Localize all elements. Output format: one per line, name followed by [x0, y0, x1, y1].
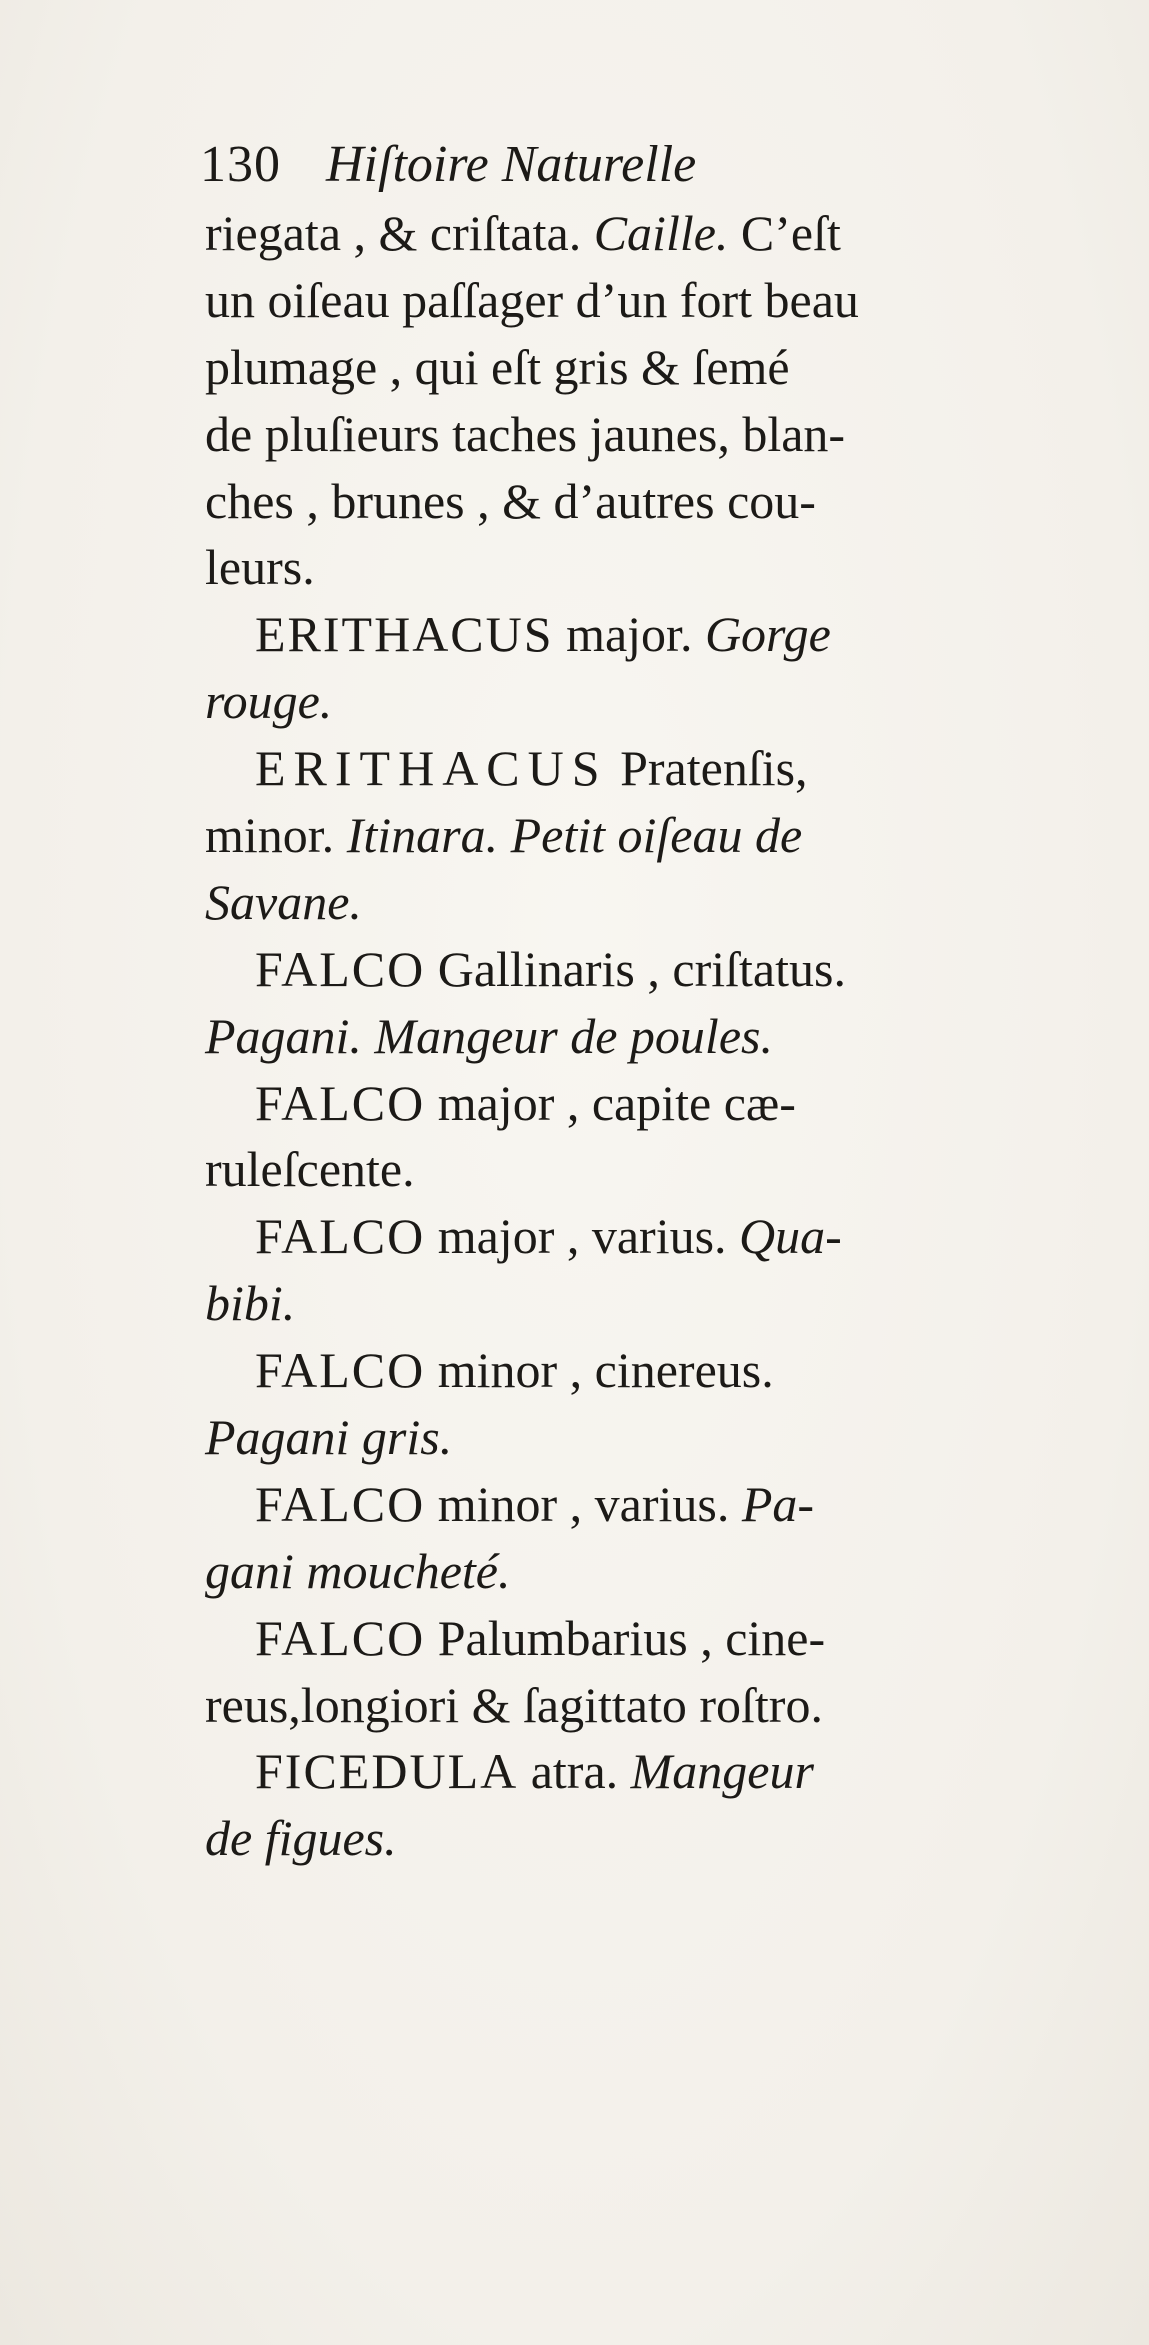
running-title: Hiſtoire Naturelle [326, 136, 697, 193]
text-run: plumage , qui eſt gris & ſemé [205, 338, 790, 395]
text-run: FALCO [255, 1475, 426, 1532]
body-text [205, 200, 1145, 1872]
italic-text-run: Caille. [593, 205, 729, 261]
running-header [200, 135, 696, 194]
text-line [205, 802, 1145, 869]
page-number: 130 [200, 136, 281, 193]
text-line [205, 534, 1145, 601]
text-line [205, 401, 1145, 468]
text-line [205, 1404, 1145, 1471]
text-line [205, 1471, 1145, 1538]
text-run: FALCO [255, 1609, 426, 1666]
text-run: FALCO [255, 1342, 426, 1399]
text-line [205, 1203, 1145, 1270]
text-line [205, 334, 1145, 401]
italic-text-run: Savane. [205, 873, 362, 930]
text-run: ERITHACUS [255, 606, 554, 663]
text-line [205, 1605, 1145, 1672]
text-line [205, 1337, 1145, 1404]
italic-text-run: Qua- [739, 1208, 842, 1265]
text-line [205, 468, 1145, 535]
italic-text-run: Gorge [704, 606, 831, 663]
text-line [205, 936, 1145, 1003]
text-run: Pratenſis, [607, 740, 808, 797]
italic-text-run: de figues. [205, 1810, 397, 1867]
text-run: de pluſieurs taches jaunes, blan- [205, 405, 846, 462]
italic-text-run: gani moucheté. [205, 1542, 511, 1599]
text-run: Gallinaris , criſtatus. [425, 940, 846, 997]
text-run: un oiſeau paſſager d’un fort beau [205, 271, 859, 328]
text-run: major , capite cæ- [425, 1074, 796, 1131]
italic-text-run: Pagani. Mangeur de poules. [205, 1007, 773, 1064]
text-run: C’eſt [728, 205, 841, 261]
text-line [205, 1805, 1145, 1872]
text-run: major. [553, 606, 705, 663]
text-line [205, 601, 1145, 668]
italic-text-run: bibi. [205, 1275, 296, 1332]
text-line [205, 1270, 1145, 1337]
italic-text-run: Itinara. Petit oiſeau de [346, 807, 803, 864]
text-run: Palumbarius , cine- [425, 1609, 826, 1666]
text-run: reus,longiori & ſagittato roſtro. [205, 1676, 823, 1733]
text-line [205, 735, 1145, 802]
text-run: minor , varius. [425, 1475, 742, 1532]
italic-text-run: Mangeur [630, 1743, 814, 1800]
italic-text-run: Pa- [741, 1475, 815, 1532]
text-run: FICEDULA [255, 1743, 519, 1800]
text-line [205, 668, 1145, 735]
text-run: major , varius. [425, 1208, 740, 1265]
text-run: riegata , & criſtata. [205, 205, 594, 261]
text-line [205, 200, 1145, 267]
text-line [205, 1538, 1145, 1605]
text-run: FALCO [255, 1208, 426, 1265]
text-run: ches , brunes , & d’autres cou- [205, 472, 816, 529]
text-run: FALCO [255, 1074, 426, 1131]
text-line [205, 1738, 1145, 1805]
text-run: minor. [205, 807, 347, 864]
text-line [205, 267, 1145, 334]
text-line [205, 1136, 1145, 1203]
text-line [205, 1672, 1145, 1739]
text-line [205, 869, 1145, 936]
text-run: ERITHACUS [255, 740, 608, 797]
text-run: leurs. [205, 539, 315, 596]
text-run: atra. [518, 1743, 631, 1800]
italic-text-run: rouge. [205, 673, 333, 730]
text-line [205, 1070, 1145, 1137]
text-run: minor , cinereus. [425, 1342, 774, 1399]
text-line [205, 1003, 1145, 1070]
text-run: ruleſcente. [205, 1141, 415, 1198]
italic-text-run: Pagani gris. [205, 1409, 453, 1466]
text-run: FALCO [255, 940, 426, 997]
